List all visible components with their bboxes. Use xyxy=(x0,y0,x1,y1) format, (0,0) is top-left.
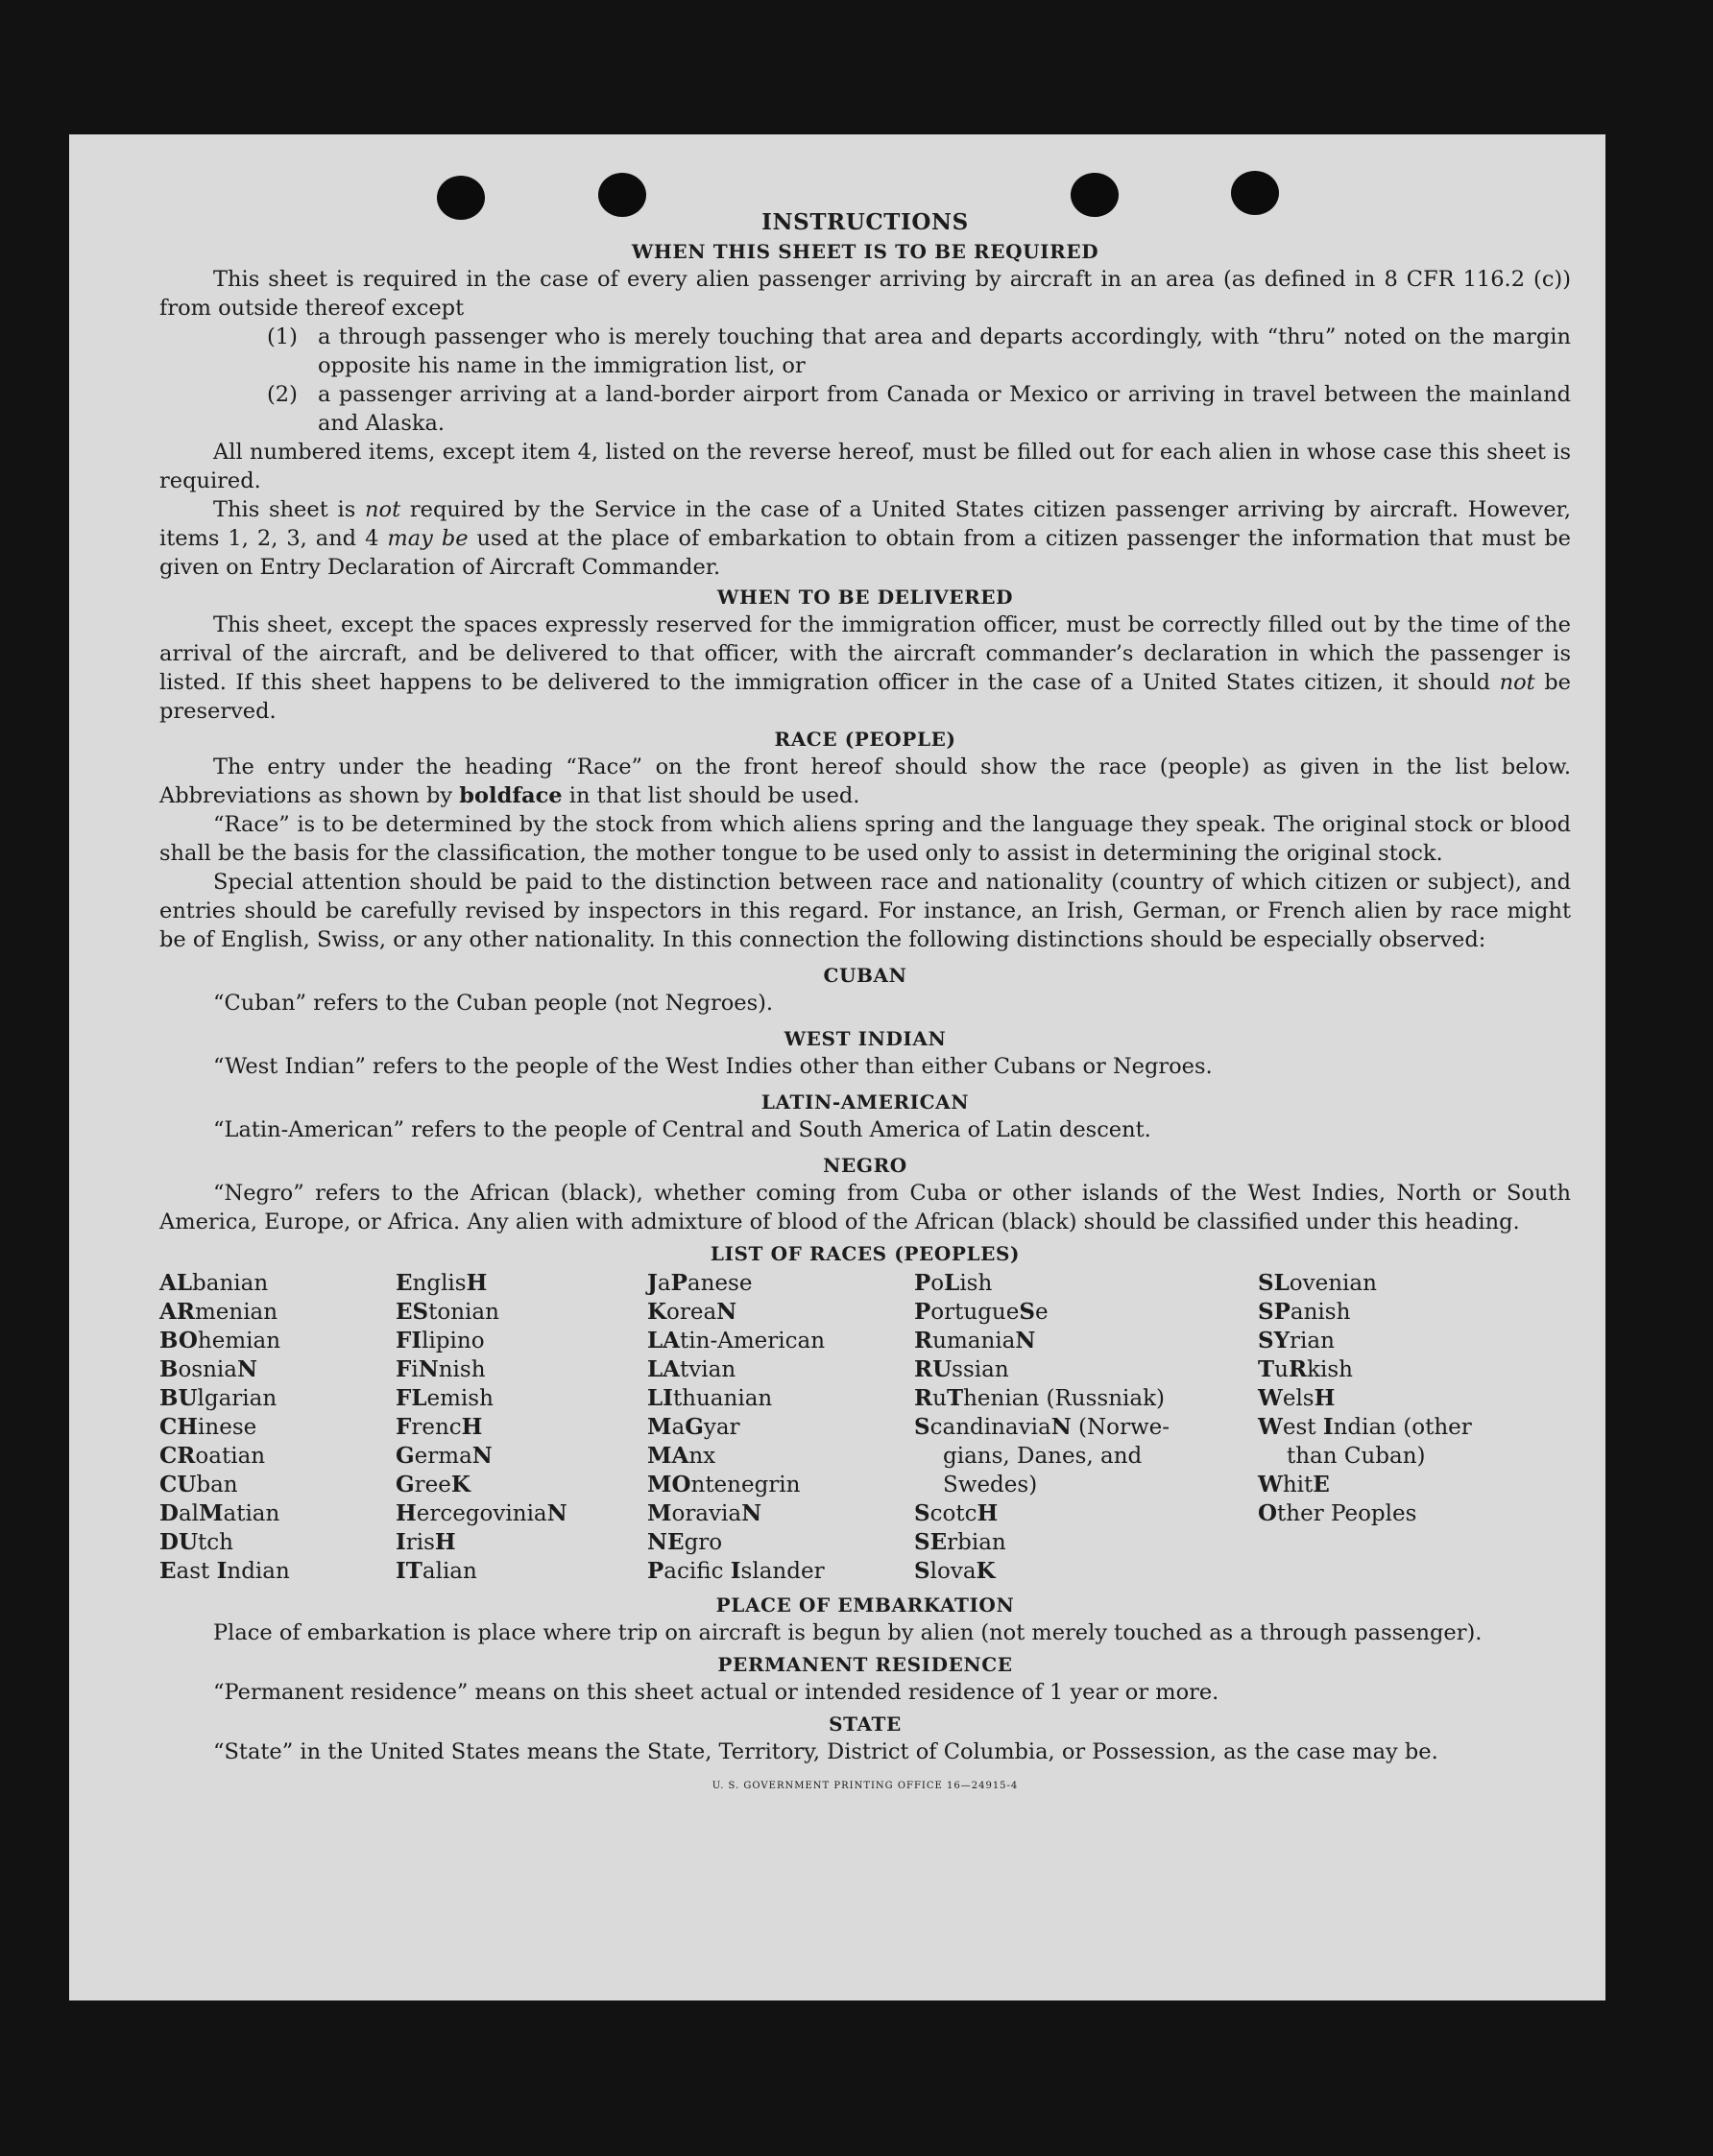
section-heading-state: STATE xyxy=(829,1713,902,1736)
paragraph-delivered: This sheet, except the spaces expressly reserved for the immigration officer, must be correctly filled out by the time of the arrival of the aircraft, and be delivered to that officer, with the aircraft commander’s declaration in which the passenger is listed. If this sheet happens to be delivered to the immigration officer in the case of a United States citizen, it should not be preserved. xyxy=(159,612,1571,724)
race-entry: BosniaN xyxy=(159,1356,258,1382)
section-heading-embarkation: PLACE OF EMBARKATION xyxy=(715,1593,1015,1617)
section-heading-when-delivered: WHEN TO BE DELIVERED xyxy=(716,586,1014,609)
section-heading-residence: PERMANENT RESIDENCE xyxy=(717,1653,1013,1676)
races-column xyxy=(396,1269,647,1586)
section-heading-cuban: CUBAN xyxy=(823,964,907,987)
section-heading-latin-american: LATIN-AMERICAN xyxy=(760,1090,970,1114)
race-entry: SPanish xyxy=(1258,1299,1351,1325)
paragraph-west-indian: “West Indian” refers to the people of the West Indies other than either Cubans or Negroes. xyxy=(213,1054,1213,1079)
exception-number: (1) xyxy=(267,324,298,349)
race-entry: KoreaN xyxy=(647,1299,737,1325)
race-entry: than Cuban) xyxy=(1287,1444,1426,1469)
races-list xyxy=(159,1269,1571,1586)
race-entry: DUtch xyxy=(159,1529,233,1555)
paragraph-negro: “Negro” refers to the African (black), whether coming from Cuba or other islands of the West Indies, North or South America, Europe, or Africa. Any alien with admixture of blood of the African (black) should be classified under this heading. xyxy=(159,1181,1571,1234)
race-entry: ScandinaviaN (Norwe- xyxy=(914,1414,1170,1440)
race-entry: RUssian xyxy=(914,1356,1009,1382)
paragraph-race-1: The entry under the heading “Race” on the front hereof should show the race (people) as given in the list below. Abbreviations as shown by boldface in that list should be used. xyxy=(159,755,1571,808)
race-entry: JaPanese xyxy=(647,1270,753,1296)
race-entry: LAtin-American xyxy=(647,1328,826,1353)
race-entry: ARmenian xyxy=(159,1299,278,1325)
race-entry: West Indian (other xyxy=(1258,1414,1472,1440)
race-entry: MaGyar xyxy=(647,1414,740,1440)
paragraph-embarkation: Place of embarkation is place where trip on aircraft is begun by alien (not merely touched as a through passenger). xyxy=(213,1620,1483,1645)
paragraph-latin-american: “Latin-American” refers to the people of Central and South America of Latin descent. xyxy=(213,1117,1151,1142)
race-entry: ITalian xyxy=(396,1558,477,1584)
race-entry: FIlipino xyxy=(396,1328,485,1353)
paragraph-cuban: “Cuban” refers to the Cuban people (not Negroes). xyxy=(213,991,774,1016)
race-entry: Pacific Islander xyxy=(647,1558,825,1584)
race-entry: DalMatian xyxy=(159,1500,280,1526)
paragraph-race-3: Special attention should be paid to the distinction between race and nationality (country of which citizen or subject), and entries should be carefully revised by inspectors in this regard. For instance, an Irish, German, or French alien by race might be of English, Swiss, or any other nationality. In this connection the following distinctions should be especially observed: xyxy=(159,870,1571,952)
race-entry: RuThenian (Russniak) xyxy=(914,1385,1166,1411)
race-entry: FrencH xyxy=(396,1414,483,1440)
races-column xyxy=(647,1269,914,1586)
race-entry: EStonian xyxy=(396,1299,499,1325)
race-entry: CRoatian xyxy=(159,1443,266,1469)
race-entry: TuRkish xyxy=(1258,1356,1353,1382)
race-entry: SLovenian xyxy=(1258,1270,1377,1296)
section-heading-negro: NEGRO xyxy=(823,1154,907,1177)
race-entry: ALbanian xyxy=(159,1270,269,1296)
page-title: INSTRUCTIONS xyxy=(761,209,969,235)
race-entry: LAtvian xyxy=(647,1356,736,1382)
race-entry: LIthuanian xyxy=(647,1385,773,1411)
race-entry: NEgro xyxy=(647,1529,723,1555)
section-heading-race: RACE (PEOPLE) xyxy=(774,728,956,751)
race-entry: FLemish xyxy=(396,1385,494,1411)
race-entry: PortugueSe xyxy=(914,1299,1049,1325)
races-column xyxy=(1258,1269,1571,1586)
race-entry: GermaN xyxy=(396,1443,493,1469)
race-entry: WelsH xyxy=(1258,1385,1336,1411)
race-entry: SlovaK xyxy=(914,1558,996,1584)
race-entry: SErbian xyxy=(914,1529,1006,1555)
race-entry: BOhemian xyxy=(159,1328,281,1353)
race-entry: MOntenegrin xyxy=(647,1472,801,1497)
race-entry: SYrian xyxy=(1258,1328,1335,1353)
races-column xyxy=(159,1269,396,1586)
race-entry: BUlgarian xyxy=(159,1385,277,1411)
paragraph-numbered-items: All numbered items, except item 4, listed on the reverse hereof, must be filled out for each alien in whose case this sheet is required. xyxy=(159,440,1571,493)
race-entry: gians, Danes, and xyxy=(943,1444,1143,1469)
race-entry: EnglisH xyxy=(396,1270,488,1296)
race-entry: PoLish xyxy=(914,1270,993,1296)
race-entry: WhitE xyxy=(1258,1472,1330,1497)
exception-number: (2) xyxy=(267,382,298,407)
race-entry: East Indian xyxy=(159,1558,290,1584)
paragraph-intro: This sheet is required in the case of every alien passenger arriving by aircraft in an area (as defined in 8 CFR 116.2 (c)) from outside thereof except xyxy=(159,267,1571,321)
paragraph-state: “State” in the United States means the State, Territory, District of Columbia, or Possession, as the case may be. xyxy=(213,1739,1438,1764)
race-entry: CUban xyxy=(159,1472,238,1497)
races-column xyxy=(914,1269,1258,1586)
race-entry: Other Peoples xyxy=(1258,1500,1417,1526)
section-heading-when-required: WHEN THIS SHEET IS TO BE REQUIRED xyxy=(631,240,1099,263)
exception-text: a passenger arriving at a land-border airport from Canada or Mexico or arriving in travel between the mainland and Alaska. xyxy=(318,382,1571,436)
race-entry: HercegoviniaN xyxy=(396,1500,567,1526)
race-entry: Swedes) xyxy=(943,1473,1038,1497)
race-entry: IrisH xyxy=(396,1529,456,1555)
race-entry: MAnx xyxy=(647,1443,716,1469)
exception-item xyxy=(267,323,1571,380)
printing-office-footer: U. S. GOVERNMENT PRINTING OFFICE 16—24915-4 xyxy=(712,1781,1019,1791)
section-heading-west-indian: WEST INDIAN xyxy=(784,1027,947,1050)
paragraph-race-2: “Race” is to be determined by the stock from which aliens spring and the language they speak. The original stock or blood shall be the basis for the classification, the mother tongue to be used only to assist in determining the original stock. xyxy=(159,812,1571,866)
exception-item xyxy=(267,380,1571,438)
race-entry: FiNnish xyxy=(396,1356,486,1382)
race-entry: GreeK xyxy=(396,1472,470,1497)
section-heading-races-list: LIST OF RACES (PEOPLES) xyxy=(710,1242,1021,1265)
exception-text: a through passenger who is merely touching that area and departs accordingly, with “thru” noted on the margin opposite his name in the immigration list, or xyxy=(318,324,1571,378)
race-entry: CHinese xyxy=(159,1414,257,1440)
race-entry: MoraviaN xyxy=(647,1500,762,1526)
form-sheet xyxy=(69,134,1605,2000)
paragraph-citizen: This sheet is not required by the Service in the case of a United States citizen passenger arriving by aircraft. However, items 1, 2, 3, and 4 may be used at the place of embarkation to obtain from a citizen passenger the information that must be given on Entry Declaration of Aircraft Commander. xyxy=(159,497,1571,580)
race-entry: RumaniaN xyxy=(914,1328,1036,1353)
instructions-content xyxy=(159,209,1571,1793)
paragraph-residence: “Permanent residence” means on this sheet actual or intended residence of 1 year or more. xyxy=(213,1680,1219,1705)
race-entry: ScotcH xyxy=(914,1500,999,1526)
